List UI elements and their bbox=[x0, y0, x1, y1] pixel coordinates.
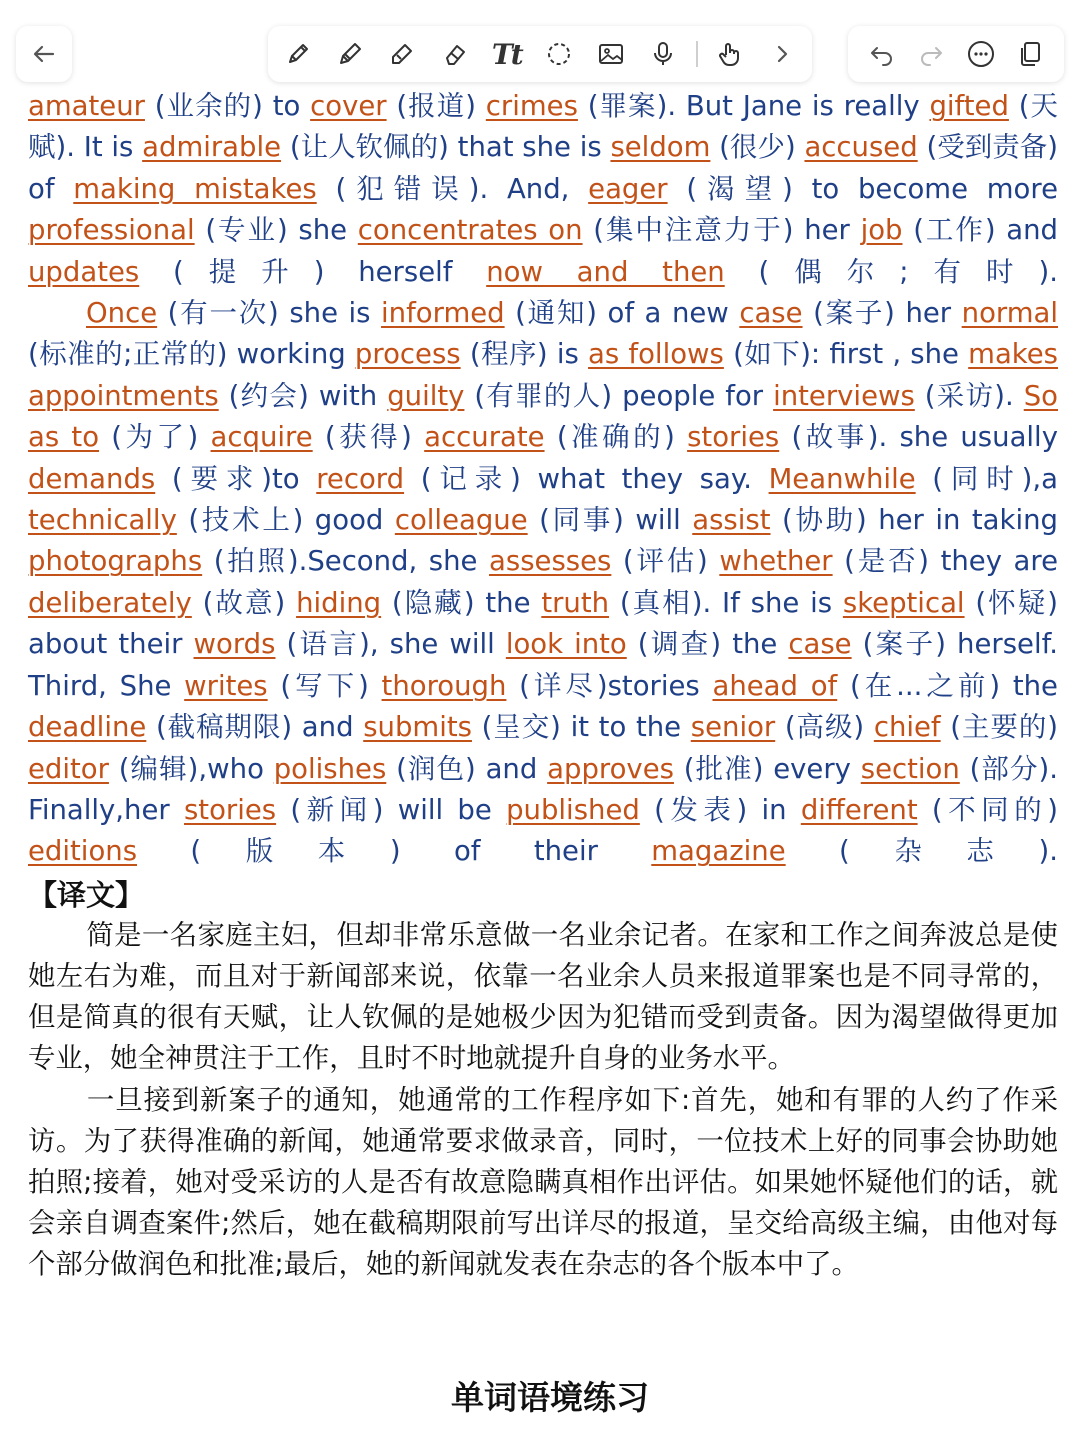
vocab-word: case bbox=[739, 297, 803, 330]
vocab-word: editor bbox=[28, 752, 109, 785]
passage-fragment: (详尽)stories bbox=[506, 669, 713, 702]
passage-fragment: (程序) is bbox=[460, 338, 589, 371]
vocab-word: as follows bbox=[588, 338, 724, 371]
vocab-word: skeptical bbox=[842, 586, 965, 619]
redo-button[interactable] bbox=[911, 34, 951, 74]
vocab-word: assesses bbox=[489, 545, 612, 578]
more-tools-button[interactable] bbox=[762, 34, 802, 74]
vocab-word: different bbox=[800, 793, 918, 826]
passage-fragment: (技术上) good bbox=[176, 504, 395, 537]
vocab-word: cover bbox=[310, 90, 387, 122]
vocab-word: polishes bbox=[273, 752, 387, 785]
passage-fragment: (很少) bbox=[710, 131, 805, 164]
toolbar-divider bbox=[696, 41, 698, 67]
passage-fragment: (新闻) will be bbox=[276, 793, 507, 826]
passage-fragment: (报道) bbox=[386, 90, 486, 122]
document-actions-toolbar bbox=[848, 26, 1064, 82]
passage-fragment: (渴望) to become more bbox=[667, 172, 1058, 205]
eraser-tool-button[interactable] bbox=[435, 34, 475, 74]
vocab-word: crimes bbox=[485, 90, 578, 122]
vocab-word: making mistakes bbox=[73, 172, 317, 205]
vocab-word: record bbox=[316, 462, 405, 495]
vocab-word: hiding bbox=[296, 586, 382, 619]
passage-fragment: (杂志). bbox=[785, 835, 1058, 868]
vocab-word: makes appointments bbox=[28, 338, 1059, 412]
passage-text bbox=[28, 86, 1058, 293]
vocab-word: ahead of bbox=[712, 669, 838, 702]
vocab-word: gifted bbox=[929, 90, 1009, 122]
vocab-word: So as to bbox=[28, 379, 1058, 454]
passage-fragment: (呈交) it to the bbox=[471, 711, 691, 744]
more-options-button[interactable] bbox=[961, 34, 1001, 74]
passage-fragment: (部分). Finally,her bbox=[28, 752, 1059, 826]
vocab-word: editions bbox=[28, 835, 138, 868]
undo-button[interactable] bbox=[862, 34, 902, 74]
passage-fragment: (有一次) she is bbox=[157, 297, 382, 330]
translation-paragraph-2 bbox=[28, 1080, 1058, 1286]
hand-pointer-tool-button[interactable] bbox=[710, 34, 750, 74]
vocab-word: case bbox=[788, 628, 852, 661]
passage-fragment: (故事). she usually bbox=[779, 421, 1058, 454]
passage-fragment: (获得) bbox=[312, 421, 425, 454]
passage-fragment: (受到责备) of bbox=[28, 131, 1059, 205]
passage-fragment: (如下): first , she bbox=[723, 338, 969, 371]
vocab-word: accurate bbox=[424, 421, 545, 454]
vocab-word: look into bbox=[505, 628, 627, 661]
vocab-word: published bbox=[506, 793, 640, 826]
vocab-word: now and then bbox=[486, 255, 725, 288]
vocab-word: informed bbox=[381, 297, 505, 330]
passage-fragment: (协助) her in taking bbox=[770, 504, 1058, 537]
vocab-word: accused bbox=[804, 131, 918, 164]
vocab-word: interviews bbox=[773, 379, 915, 412]
back-arrow-icon bbox=[29, 39, 59, 69]
passage-fragment: (案子) herself. Third, She bbox=[28, 628, 1059, 702]
vocab-word: Once bbox=[86, 297, 158, 330]
passage-fragment: (工作) and bbox=[902, 214, 1058, 247]
passage-fragment: (天赋). It is bbox=[28, 90, 1058, 164]
passage-fragment: (不同的) bbox=[917, 793, 1058, 826]
passage-fragment: (在...之前) the bbox=[837, 669, 1058, 702]
more-icon bbox=[966, 39, 996, 69]
chevron-right-icon bbox=[767, 39, 797, 69]
vocab-word: deadline bbox=[28, 711, 147, 744]
passage-fragment: (采访). bbox=[914, 379, 1024, 412]
passage-fragment: (约会) with bbox=[218, 379, 388, 412]
passage-paragraph-1 bbox=[28, 86, 1058, 293]
vocab-word: process bbox=[354, 338, 461, 371]
document-content bbox=[28, 86, 1058, 1286]
passage-fragment: (版本) of their bbox=[137, 835, 652, 868]
passage-fragment: (有罪的人) people for bbox=[464, 379, 774, 412]
hand-pointer-icon bbox=[715, 39, 745, 69]
passage-fragment: (提升) herself bbox=[139, 255, 487, 288]
pencil-icon bbox=[335, 39, 365, 69]
vocab-word: technically bbox=[28, 504, 177, 537]
passage-fragment: (故意) bbox=[191, 586, 297, 619]
vocab-word: seldom bbox=[610, 131, 711, 164]
vocab-word: stories bbox=[687, 421, 780, 454]
vocab-word: guilty bbox=[387, 379, 465, 412]
passage-fragment: (专业) she bbox=[194, 214, 358, 247]
image-icon bbox=[596, 39, 626, 69]
passage-fragment: (截稿期限) and bbox=[146, 711, 364, 744]
microphone-icon bbox=[648, 39, 678, 69]
vocab-word: truth bbox=[541, 586, 610, 619]
vocab-word: photographs bbox=[28, 545, 203, 578]
vocab-word: eager bbox=[588, 172, 668, 205]
passage-fragment: (同时),a bbox=[915, 462, 1058, 495]
vocab-word: updates bbox=[28, 255, 140, 288]
translation-heading: 【译文】 bbox=[28, 877, 145, 912]
undo-icon bbox=[867, 39, 897, 69]
text-tool-button[interactable] bbox=[487, 34, 527, 74]
translation-text-1: 简是一名家庭主妇，但却非常乐意做一名业余记者。在家和工作之间奔波总是使她左右为难，而且对于新闻部来说，依靠一名业余人员来报道罪案也是不同寻常的，但是简真的很有天赋，让人钦佩的是她极少因为犯错而受到责备。因为渴望做得更加专业，她全神贯注于工作，且时不时地就提升自身的业务水平。 bbox=[28, 919, 1058, 1075]
vocab-word: job bbox=[860, 214, 903, 247]
passage-fragment: (罪案). But Jane is really bbox=[577, 90, 930, 122]
vocab-word: section bbox=[860, 752, 960, 785]
lasso-icon bbox=[544, 39, 574, 69]
passage-paragraph-2 bbox=[28, 293, 1058, 873]
vocab-word: chief bbox=[873, 711, 941, 744]
vocab-word: professional bbox=[28, 214, 195, 247]
passage-fragment: (为了) bbox=[99, 421, 211, 454]
vocab-word: amateur bbox=[28, 90, 145, 122]
vocab-word: colleague bbox=[394, 504, 528, 537]
vocab-word: senior bbox=[690, 711, 776, 744]
passage-fragment: (记录) what they say. bbox=[404, 462, 769, 495]
microphone-tool-button[interactable] bbox=[643, 34, 683, 74]
vocab-word: Meanwhile bbox=[768, 462, 916, 495]
passage-fragment: (拍照).Second, she bbox=[202, 545, 490, 578]
highlighter-tool-button[interactable] bbox=[382, 34, 422, 74]
passage-fragment: (业余的) to bbox=[144, 90, 311, 122]
vocab-word: magazine bbox=[651, 835, 786, 868]
image-tool-button[interactable] bbox=[591, 34, 631, 74]
pencil-tool-button[interactable] bbox=[330, 34, 370, 74]
highlighter-icon bbox=[387, 39, 417, 69]
pen-tool-button[interactable] bbox=[278, 34, 318, 74]
vocab-word: approves bbox=[547, 752, 674, 785]
pen-icon bbox=[283, 39, 313, 69]
passage-fragment: (标准的;正常的) working bbox=[28, 338, 355, 371]
section-title: 单词语境练习 bbox=[451, 1378, 649, 1417]
passage-fragment: (真相). If she is bbox=[609, 586, 843, 619]
passage-text bbox=[28, 293, 1058, 873]
passage-fragment: (要求)to bbox=[155, 462, 317, 495]
vocab-word: assist bbox=[692, 504, 771, 537]
passage-fragment: (准确的) bbox=[544, 421, 688, 454]
vocab-word: deliberately bbox=[28, 586, 192, 619]
passage-fragment: (通知) of a new bbox=[504, 297, 740, 330]
translation-text-2: 一旦接到新案子的通知，她通常的工作程序如下:首先，她和有罪的人约了作采访。为了获得准确的新闻，她通常要求做录音，同时，一位技术上好的同事会协助她拍照;接着，她对受采访的人是否有故意隐瞒真相作出评估。如果她怀疑他们的话，就会亲自调查案件;然后，她在截稿期限前写出详尽的报道，呈交给高级主编，由他对每个部分做润色和批准;最后，她的新闻就发表在杂志的各个版本中了。 bbox=[28, 1084, 1058, 1281]
passage-fragment: (润色) and bbox=[386, 752, 548, 785]
passage-fragment: (隐藏) the bbox=[381, 586, 542, 619]
passage-fragment: (同事) will bbox=[527, 504, 693, 537]
vocab-word: writes bbox=[184, 669, 268, 702]
passage-fragment: (案子) her bbox=[802, 297, 962, 330]
back-button-group bbox=[16, 26, 72, 82]
passage-fragment: (偶尔;有时). bbox=[724, 255, 1058, 288]
passage-fragment: (怀疑) about their bbox=[28, 586, 1059, 661]
redo-icon bbox=[916, 39, 946, 69]
vocab-word: demands bbox=[28, 462, 156, 495]
vocab-word: thorough bbox=[381, 669, 507, 702]
passage-fragment: (编辑),who bbox=[108, 752, 274, 785]
text-tool-icon: Tt bbox=[491, 37, 522, 71]
passage-fragment: (语言), she will bbox=[275, 628, 506, 661]
vocab-word: admirable bbox=[142, 131, 282, 164]
vocab-word: words bbox=[193, 628, 276, 661]
passage-fragment: (集中注意力于) her bbox=[582, 214, 861, 247]
lasso-tool-button[interactable] bbox=[539, 34, 579, 74]
pages-button[interactable] bbox=[1010, 34, 1050, 74]
drawing-tools-toolbar bbox=[268, 26, 812, 82]
vocab-word: whether bbox=[719, 545, 833, 578]
passage-fragment: (主要的) bbox=[940, 711, 1058, 744]
passage-fragment: (评估) bbox=[611, 545, 720, 578]
passage-fragment: (发表) in bbox=[639, 793, 801, 826]
passage-fragment: (写下) bbox=[267, 669, 382, 702]
pages-icon bbox=[1015, 39, 1045, 69]
vocab-word: normal bbox=[961, 297, 1058, 330]
eraser-icon bbox=[440, 39, 470, 69]
vocab-word: stories bbox=[183, 793, 277, 826]
translation-paragraph-1 bbox=[28, 915, 1058, 1080]
vocab-word: submits bbox=[363, 711, 472, 744]
passage-fragment: (让人钦佩的) that she is bbox=[281, 131, 611, 164]
back-button[interactable] bbox=[24, 34, 64, 74]
vocab-word: acquire bbox=[210, 421, 313, 454]
passage-fragment: (犯错误). And, bbox=[316, 172, 589, 205]
vocab-word: concentrates on bbox=[357, 214, 583, 247]
passage-fragment: (批准) every bbox=[673, 752, 861, 785]
passage-fragment: (调查) the bbox=[626, 628, 789, 661]
passage-fragment: (高级) bbox=[775, 711, 874, 744]
passage-fragment: (是否) they are bbox=[832, 545, 1058, 578]
